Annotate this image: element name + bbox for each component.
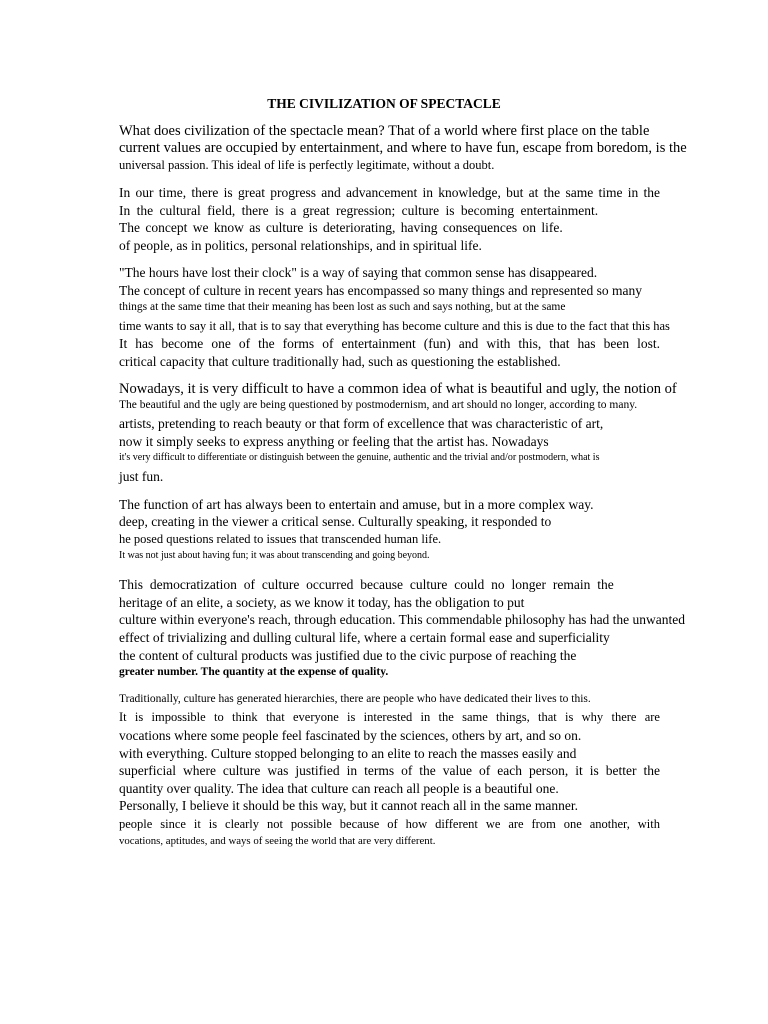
text-line: It is impossible to think that everyone is interested in the same things, that is why there are <box>119 710 660 724</box>
text-line: he posed questions related to issues that transcended human life. <box>119 532 442 546</box>
text-line: What does civilization of the spectacle mean? That of a world where first place on the table <box>119 123 650 139</box>
text-line: the content of cultural products was justified due to the civic purpose of reaching the <box>119 648 577 663</box>
text-line: quantity over quality. The idea that culture can reach all people is a beautiful one. <box>119 781 559 796</box>
text-line: things at the same time that their meaning has been lost as such and says nothing, but at the same <box>119 301 566 313</box>
text-line: Personally, I believe it should be this way, but it cannot reach all in the same manner. <box>119 798 578 813</box>
text-line: current values are occupied by entertainment, and where to have fun, escape from boredom, is the <box>119 140 687 156</box>
text-line: vocations where some people feel fascinated by the sciences, others by art, and so on. <box>119 728 582 743</box>
text-line: In our time, there is great progress and advancement in knowledge, but at the same time in the <box>119 185 660 200</box>
text-line: Nowadays, it is very difficult to have a common idea of what is beautiful and ugly, the notion of <box>119 381 677 397</box>
text-line: Traditionally, culture has generated hierarchies, there are people who have dedicated their lives to this. <box>119 693 591 705</box>
text-line: This democratization of culture occurred because culture could no longer remain the <box>119 577 614 592</box>
text-line: deep, creating in the viewer a critical sense. Culturally speaking, it responded to <box>119 514 552 529</box>
text-line: The concept of culture in recent years has encompassed so many things and represented so many <box>119 283 642 298</box>
text-line: with everything. Culture stopped belonging to an elite to reach the masses easily and <box>119 746 577 761</box>
text-line: critical capacity that culture traditionally had, such as questioning the established. <box>119 354 561 369</box>
text-line: artists, pretending to reach beauty or that form of excellence that was characteristic of art, <box>119 416 604 431</box>
text-line: heritage of an elite, a society, as we know it today, has the obligation to put <box>119 595 525 610</box>
text-line: time wants to say it all, that is to say that everything has become culture and this is due to the fact that this has <box>119 319 670 333</box>
text-line: of people, as in politics, personal relationships, and in spiritual life. <box>119 238 482 253</box>
text-line: culture within everyone's reach, through education. This commendable philosophy has had the unwanted <box>119 612 686 627</box>
text-line: It was not just about having fun; it was about transcending and going beyond. <box>119 550 430 561</box>
text-line: In the cultural field, there is a great regression; culture is becoming entertainment. <box>119 203 599 218</box>
text-line: "The hours have lost their clock" is a way of saying that common sense has disappeared. <box>119 265 598 280</box>
document-title: THE CIVILIZATION OF SPECTACLE <box>267 96 501 111</box>
text-line: people since it is clearly not possible because of how different we are from one another, with <box>119 817 660 831</box>
text-line: The function of art has always been to entertain and amuse, but in a more complex way. <box>119 497 594 512</box>
text-line-bold: greater number. The quantity at the expense of quality. <box>119 666 389 678</box>
text-line: The concept we know as culture is deteriorating, having consequences on life. <box>119 220 563 235</box>
text-line: vocations, aptitudes, and ways of seeing the world that are very different. <box>119 835 436 847</box>
text-line: It has become one of the forms of entertainment (fun) and with this, that has been lost. <box>119 336 660 351</box>
text-line: The beautiful and the ugly are being questioned by postmodernism, and art should no longer, according to many. <box>119 399 638 411</box>
text-line: now it simply seeks to express anything or feeling that the artist has. Nowadays <box>119 434 549 449</box>
text-line: it's very difficult to differentiate or distinguish between the genuine, authentic and the trivial and/or postmodern, what is <box>119 452 600 463</box>
text-line: universal passion. This ideal of life is perfectly legitimate, without a doubt. <box>119 158 495 172</box>
text-line: just fun. <box>119 469 164 484</box>
text-line: effect of trivializing and dulling cultural life, where a certain formal ease and superficiality <box>119 630 610 645</box>
text-line: superficial where culture was justified in terms of the value of each person, it is better the <box>119 763 660 778</box>
